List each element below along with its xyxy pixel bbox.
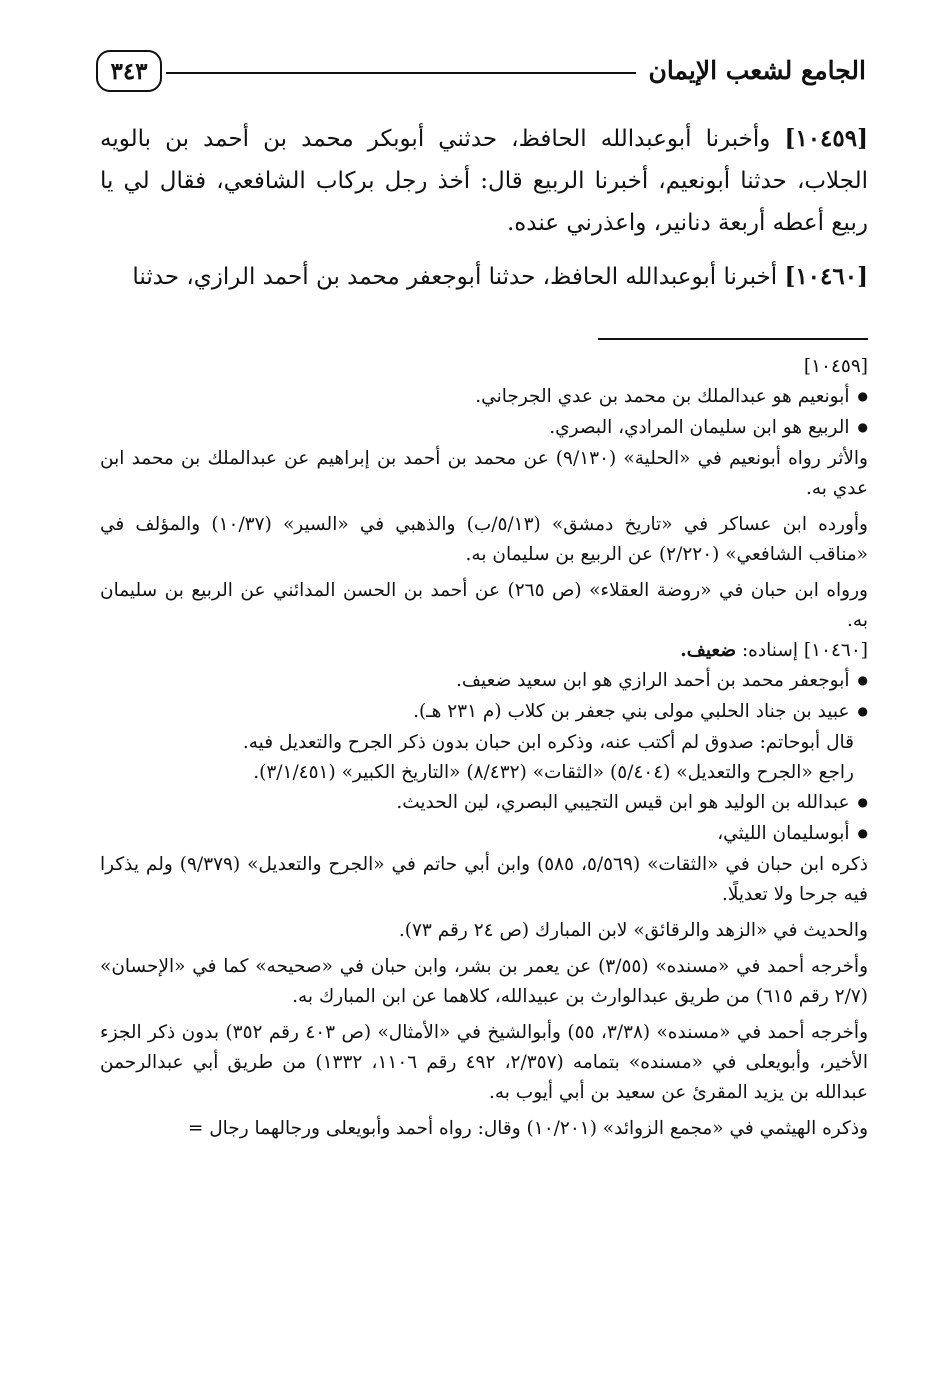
footnote-bullet: ● أبوجعفر محمد بن أحمد الرازي هو ابن سعيد ضعيف. <box>100 666 868 697</box>
narration-number: [١٠٤٦٠] <box>784 263 868 290</box>
footnote-text: وأورده ابن عساكر في «تاريخ دمشق» (٥/١٣/ب) والذهبي في «السير» (١٠/٣٧) والمؤلف في «مناقب الشافعي» (٢/٢٢٠) عن الربيع بن سليمان به. <box>100 514 868 565</box>
footnote-indented-text: راجع «الجرح والتعديل» (٥/٤٠٤) «الثقات» (٨/٤٣٢) «التاريخ الكبير» (٣/١/٤٥١). <box>253 762 854 783</box>
narration-10459 <box>100 118 868 244</box>
narration-text: أخبرنا أبوعبدالله الحافظ، حدثنا أبوجعفر محمد بن أحمد الرازي، حدثنا <box>132 264 778 290</box>
footnote-number: [١٠٤٥٩] <box>803 356 868 377</box>
page-number-box <box>96 50 162 92</box>
footnote-number: [١٠٤٦٠] <box>803 640 868 661</box>
header-rule <box>166 72 636 74</box>
main-text <box>100 118 868 310</box>
narration-number: [١٠٤٥٩] <box>784 125 869 152</box>
footnote-text: ذكره ابن حبان في «الثقات» (٥/٥٦٩، ٥٨٥) وابن أبي حاتم في «الجرح والتعديل» (٩/٣٧٩) ولم يذكرا فيه جرحا ولا تعديلًا. <box>100 854 868 905</box>
footnote-indented-text: قال أبوحاتم: صدوق لم أكتب عنه، وذكره ابن حبان بدون ذكر الجرح والتعديل فيه. <box>242 732 854 753</box>
footnote-text: وأخرجه أحمد في «مسنده» (٣/٣٨، ٥٥) وأبوالشيخ في «الأمثال» (ص ٤٠٣ رقم ٣٥٢) بدون ذكر الجزء الأخير، وأبويعلى في «مسنده» بتمامه (٢/٣٥٧، ٤٩٢ رقم ١١٠٦، ١٣٣٢) من طريق أبي عبدالرحمن عبدالله بن يزيد المقرئ عن سعيد بن أبي أيوب به. <box>100 1022 869 1103</box>
narration-10460 <box>100 256 868 298</box>
footnote-heading-10460 <box>100 636 868 666</box>
running-title: الجامع لشعب الإيمان <box>648 56 866 85</box>
page-number: ٣٤٣ <box>110 57 148 85</box>
footnote-bullet: ● أبوسليمان الليثي، <box>100 819 868 850</box>
narration-text: وأخبرنا أبوعبدالله الحافظ، حدثني أبوبكر محمد بن أحمد بن بالويه الجلاب، حدثنا أبونعيم، أخبرنا الربيع قال: أخذ رجل بركاب الشافعي، فقال لي يا ربيع أعطه أربعة دنانير، واعذرني عنده. <box>100 126 868 236</box>
isnad-grade: ضعيف. <box>680 640 737 661</box>
footnote-text: ورواه ابن حبان في «روضة العقلاء» (ص ٢٦٥) عن أحمد بن الحسن المدائني عن الربيع بن سليمان به. <box>100 580 868 631</box>
isnad-label: إسناده: <box>741 640 798 661</box>
footnote-bullet: ● الربيع هو ابن سليمان المرادي، البصري. <box>100 413 868 444</box>
footnotes <box>100 352 868 1144</box>
footnote-bullet: ● أبونعيم هو عبدالملك بن محمد بن عدي الجرجاني. <box>100 382 868 413</box>
footnote-text: وأخرجه أحمد في «مسنده» (٣/٥٥) عن يعمر بن بشر، وابن حبان في «صحيحه» كما في «الإحسان» (٢/٧ رقم ٦١٥) من طريق عبدالوارث بن عبيدالله، كلاهما عن ابن المبارك به. <box>100 956 868 1007</box>
page-header <box>96 50 866 98</box>
footnote-text: وذكره الهيثمي في «مجمع الزوائد» (١٠/٢٠١) وقال: رواه أحمد وأبويعلى ورجالهما رجال = <box>187 1118 868 1139</box>
footnote-bullet: ● عبيد بن جناد الحلبي مولى بني جعفر بن كلاب (م ٢٣١ هـ). <box>100 697 868 728</box>
footnote-text: والأثر رواه أبونعيم في «الحلية» (٩/١٣٠) عن محمد بن أحمد بن إبراهيم عن عبدالملك بن محمد ابن عدي به. <box>100 448 868 499</box>
footnote-divider <box>598 338 868 340</box>
footnote-bullet: ● عبدالله بن الوليد هو ابن قيس التجيبي البصري، لين الحديث. <box>100 788 868 819</box>
footnote-text: والحديث في «الزهد والرقائق» لابن المبارك (ص ٢٤ رقم ٧٣). <box>398 920 868 941</box>
